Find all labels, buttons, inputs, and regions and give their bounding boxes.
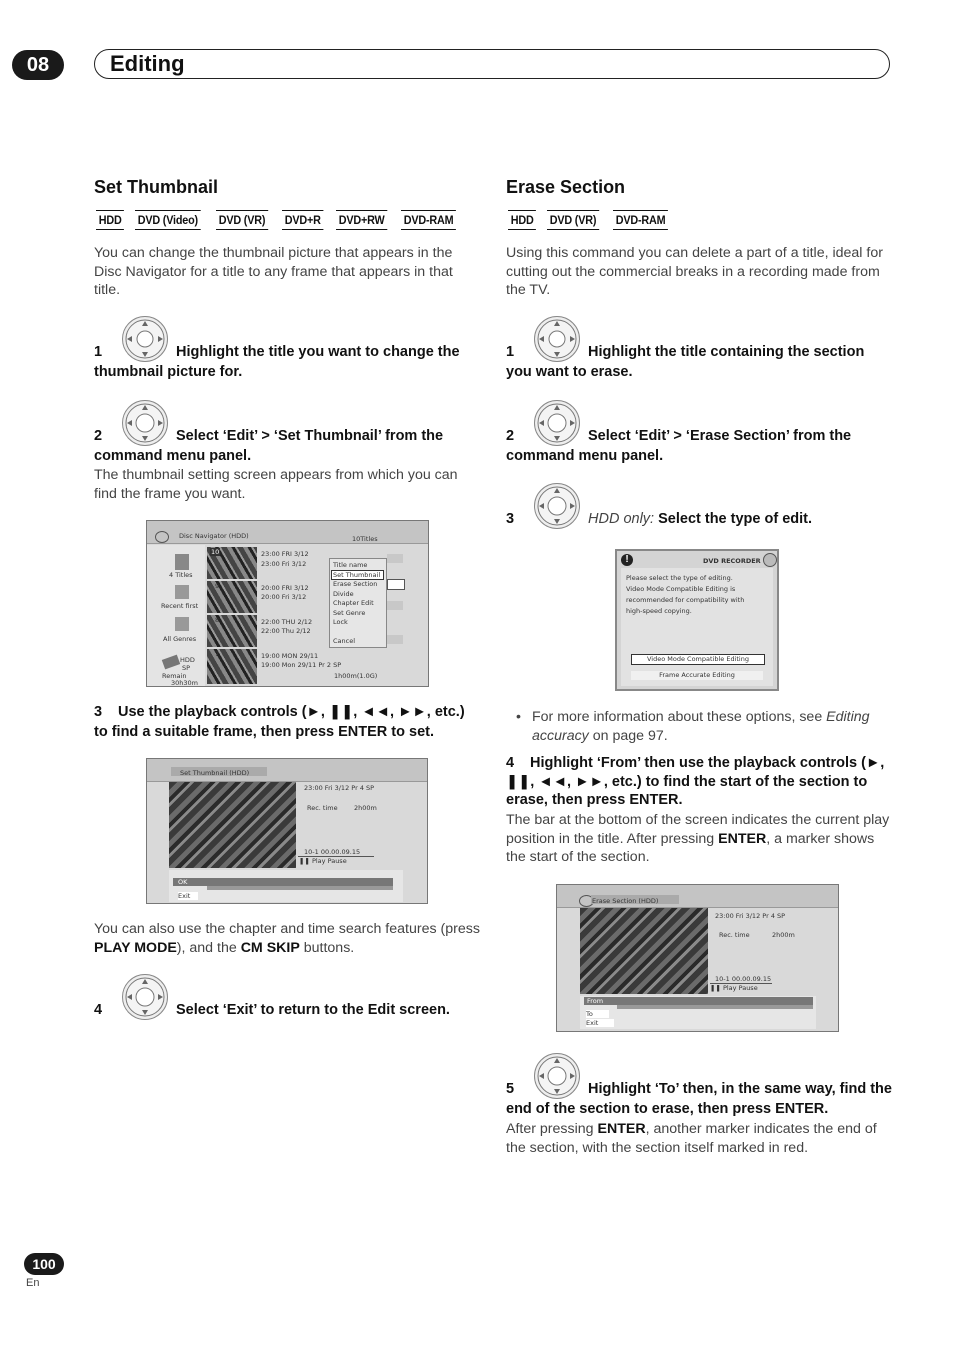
option-exit[interactable]: Exit <box>178 892 198 900</box>
menu-set-genre[interactable]: Set Genre <box>333 609 366 617</box>
tag-hdd: HDD <box>96 210 124 230</box>
info-line: 23:00 Fri 3/12 Pr 4 SP <box>304 784 375 792</box>
disc-navigator-screen <box>146 520 429 687</box>
chapter-number: 08 <box>12 50 64 80</box>
tag-dvd-plus-rw: DVD+RW <box>336 210 387 230</box>
edit-type-dialog <box>615 549 779 691</box>
menu-cancel[interactable]: Cancel <box>333 637 356 645</box>
title-frame <box>94 49 890 79</box>
row-number: 8 <box>215 616 220 624</box>
set-thumbnail-heading: Set Thumbnail <box>94 177 219 197</box>
tag-dvd-video: DVD (Video) <box>135 210 201 230</box>
tag-hdd: HDD <box>508 210 536 230</box>
info-line: 23:00 Fri 3/12 Pr 4 SP <box>715 912 786 920</box>
row-stub <box>387 601 403 610</box>
side-titles: 4 Titles <box>169 571 193 579</box>
left-also: You can also use the chapter and time search features (press PLAY MODE), and the CM SKIP buttons. <box>94 921 480 956</box>
right-step-5: 5 Highlight ‘To’ then, in the same way, find the end of the section to erase, then press ENTER. <box>506 1081 892 1117</box>
erase-section-heading: Erase Section <box>506 177 626 197</box>
row-stub <box>387 635 403 644</box>
option-to[interactable]: To <box>586 1010 609 1018</box>
dialog-msg-1: Please select the type of editing. <box>626 574 733 582</box>
dialog-brand: DVD RECORDER <box>703 557 761 565</box>
video-frame <box>169 782 296 868</box>
disc-icon <box>763 553 777 567</box>
menu-lock[interactable]: Lock <box>333 618 348 626</box>
left-step-2: 2 Select ‘Edit’ > ‘Set Thumbnail’ from the command menu panel. <box>94 428 444 464</box>
left-step-3: 3 Use the playback controls (►, ❚❚, ◄◄, ►►, etc.) to find a suitable frame, then press ENTER to set. <box>94 704 465 740</box>
erase-section-screen <box>556 884 839 1032</box>
row-number: 9 <box>215 582 220 590</box>
rec-time-value: 2h00m <box>354 804 377 812</box>
menu-erase-section[interactable]: Erase Section <box>333 580 378 588</box>
menu-title-name[interactable]: Title name <box>333 561 368 569</box>
row-line-b: 23:00 Fri 3/12 <box>261 560 307 568</box>
tag-dvd-plus-r: DVD+R <box>282 210 323 230</box>
hdd-label: HDD <box>180 656 195 664</box>
row-stub <box>387 554 403 563</box>
position-readout: 10-1 00.00.09.15 <box>304 848 361 856</box>
position-bar <box>584 997 813 1005</box>
dialog-msg-2: Video Mode Compatible Editing is <box>626 585 736 593</box>
tag-dvd-ram: DVD-RAM <box>401 210 456 230</box>
page-title: Editing <box>110 51 185 76</box>
page-number: 100 <box>24 1253 64 1275</box>
left-compat-tags <box>96 210 462 230</box>
play-status: ❚❚ Play Pause <box>710 984 758 992</box>
screen-header-text: Erase Section (HDD) <box>592 897 659 905</box>
row-line-a: 20:00 FRI 3/12 <box>261 584 309 592</box>
language-code: En <box>26 1277 40 1289</box>
left-intro: You can change the thumbnail picture that appears in the Disc Navigator for a title to any frame that appears in that title. <box>94 245 453 298</box>
play-status: ❚❚ Play Pause <box>299 857 347 865</box>
row-line-a: 19:00 MON 29/11 <box>261 652 319 660</box>
titles-icon <box>175 554 189 570</box>
row-line-b: 22:00 Thu 2/12 <box>261 627 311 635</box>
option-video-mode-compatible[interactable]: Video Mode Compatible Editing <box>631 654 765 665</box>
option-from[interactable]: From <box>587 997 604 1005</box>
right-step-1: 1 Highlight the title containing the section you want to erase. <box>506 344 865 380</box>
dialog-msg-4: high-speed copying. <box>626 607 692 615</box>
row-line-b: 20:00 Fri 3/12 <box>261 593 307 601</box>
right-compat-tags <box>508 210 674 230</box>
progress-track <box>617 1005 813 1009</box>
menu-set-thumbnail[interactable]: Set Thumbnail <box>333 571 381 579</box>
genres-icon <box>175 617 189 631</box>
right-intro: Using this command you can delete a part of a title, ideal for cutting out the commercial breaks in a recording made from the TV. <box>506 245 883 298</box>
right-step-4-desc: The bar at the bottom of the screen indicates the current play position in the title. After pressing ENTER, a marker shows the start of the section. <box>506 812 890 865</box>
menu-chapter-edit[interactable]: Chapter Edit <box>333 599 374 607</box>
right-step-4: 4 Highlight ‘From’ then use the playback controls (►, ❚❚, ◄◄, ►►, etc.) to find the start of the section to erase, then press ENTER. <box>506 755 885 808</box>
warning-icon: ! <box>621 554 633 566</box>
hdd-remain-value: 30h30m <box>171 679 198 687</box>
menu-divide[interactable]: Divide <box>333 590 354 598</box>
row-line-a: 22:00 THU 2/12 <box>261 618 313 626</box>
tag-dvd-ram: DVD-RAM <box>613 210 668 230</box>
rec-time-label: Rec. time <box>719 931 750 939</box>
right-step-5-desc: After pressing ENTER, another marker indicates the end of the section, with the section itself marked in red. <box>506 1121 877 1156</box>
dialog-msg-3: recommended for compatibility with <box>626 596 745 604</box>
progress-track <box>207 886 393 890</box>
right-step-2: 2 Select ‘Edit’ > ‘Erase Section’ from the command menu panel. <box>506 428 852 464</box>
rec-time-label: Rec. time <box>307 804 338 812</box>
title-count: 10Titles <box>352 535 378 543</box>
set-thumbnail-screen <box>146 758 428 904</box>
row-line-a: 23:00 FRI 3/12 <box>261 550 309 558</box>
side-genres: All Genres <box>163 635 197 643</box>
row-size: 1h00m(1.0G) <box>334 672 378 680</box>
screen-header-text: Set Thumbnail (HDD) <box>180 769 250 777</box>
hdd-mode: SP <box>182 664 191 672</box>
video-frame <box>580 908 708 994</box>
right-bullet: • For more information about these options, see Editing accuracy on page 97. <box>516 709 870 744</box>
tag-dvd-vr: DVD (VR) <box>547 210 599 230</box>
option-exit[interactable]: Exit <box>586 1019 614 1027</box>
left-step-4: 4 Select ‘Exit’ to return to the Edit screen. <box>94 1002 450 1018</box>
hdd-remain-label: Remain <box>162 672 187 680</box>
recent-icon <box>175 585 189 599</box>
row-number: 10 <box>211 548 220 556</box>
left-step-2-desc: The thumbnail setting screen appears from which you can find the frame you want. <box>94 467 458 502</box>
option-ok[interactable]: OK <box>178 878 188 886</box>
left-step-1: 1 Highlight the title you want to change the thumbnail picture for. <box>94 344 460 380</box>
option-frame-accurate[interactable]: Frame Accurate Editing <box>631 671 763 680</box>
screen-header-text: Disc Navigator (HDD) <box>179 532 249 540</box>
row-number: 7 <box>215 650 220 658</box>
side-recent: Recent first <box>161 602 199 610</box>
position-readout: 10-1 00.00.09.15 <box>715 975 772 983</box>
right-step-3: 3 HDD only: Select the type of edit. <box>506 511 813 527</box>
tag-dvd-vr: DVD (VR) <box>216 210 268 230</box>
row-line-b: 19:00 Mon 29/11 Pr 2 SP <box>261 661 342 669</box>
disc-icon <box>155 531 169 543</box>
position-bar <box>173 878 393 886</box>
row-stub <box>387 579 405 590</box>
rec-time-value: 2h00m <box>772 931 795 939</box>
